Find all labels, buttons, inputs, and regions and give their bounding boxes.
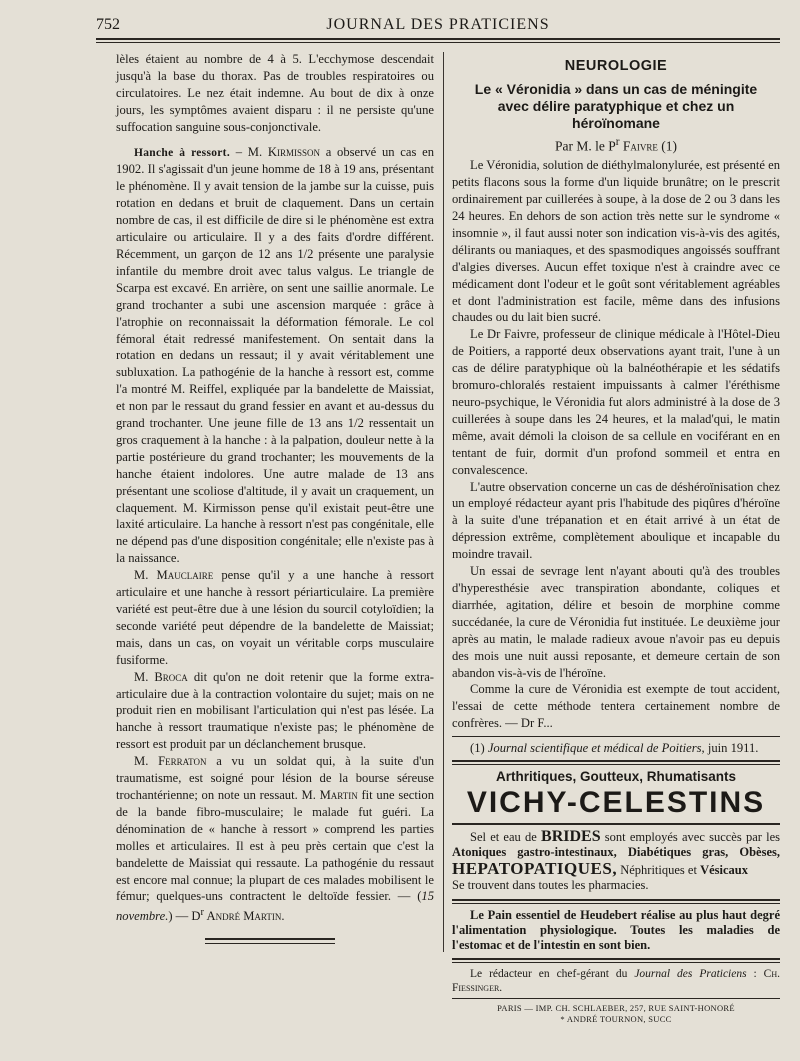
name-kirmisson: Kirmisson bbox=[267, 144, 320, 159]
left-column bbox=[116, 51, 434, 925]
column-divider bbox=[443, 52, 444, 952]
page-number: 752 bbox=[96, 16, 120, 33]
footnote: (1) Journal scientifique et médical de Poitiers, juin 1911. bbox=[470, 741, 759, 756]
right-paragraph-1: Le Véronidia, solution de diéthylmalonylurée, est présenté en petits flacons sous la forme d'un liquide brunâtre; on le prescrit ordinairement par cuillerées à soupe, à la dose de 2 ou 3 dans les 24 heures. En dehors de son action très nette sur le syndrome « insomnie », il faut aussi noter son indication vis-à-vis des agités, délirants ou maniaques, et des spasmodiques angoissés souffrant d'algies diverses. Aucun effet toxique n'est à craindre avec ce médicament dont l'odeur et le goût sont véritablement agréables et dont l'administration est facile, même dans des infusions chaudes ou du lait bien sucré. bbox=[452, 158, 780, 325]
page-header bbox=[96, 12, 780, 38]
left-paragraph-4: M. Broca dit qu'on ne doit retenir que la forme extra-articulaire due à la contraction volontaire du sujet; mais on ne produit rien en mobilisant l'articulation qui n'est pas lésée. La hanche à ressort traumatique n'existe pas; le phénomène de ressort est produit par un déclanchement brusque. bbox=[116, 669, 434, 752]
name-martin: Martin bbox=[319, 787, 358, 802]
footnote-rule bbox=[452, 736, 780, 737]
header-rule bbox=[96, 38, 780, 40]
left-paragraph-5: M. Ferraton a vu un soldat qui, à la suite d'un traumatisme, est soigné pour lésion de la bourse séreuse trochantérienne; on note un ressaut. M. Martin fit une section de la bande fibro-musculaire; le malade fut guéri. La dénomination de « hanche à ressort » comprend les parties molles et articulaires. Il est à peu près certain que c'est la bandelette de Maissiat qui ressaute. La pathogénie du ressaut est encore mal connue; la plupart de ces malades mobilisent le fémur; quelques-uns contractent le deltoïde fessier. — (15 novembre.) — $D^r$ André Martin. bbox=[116, 754, 434, 924]
article-end-rule-thin bbox=[205, 943, 335, 944]
right-paragraph-5: Comme la cure de Véronidia est exempte de tout accident, l'essai de cette méthode tentera certainement nombre de confrères. — Dr F... bbox=[452, 682, 780, 731]
article-author: Par M. le $P^r$ Faivre (1) bbox=[554, 135, 677, 154]
right-paragraph-2: Le Dr Faivre, professeur de clinique médicale à l'Hôtel-Dieu de Poitiers, a rapporté deux observations ayant trait, l'une à un cas de délire paratyphique où la balnéothérapie et les sédatifs bromuro-chloralés restaient impuissants à calmer l'éréthisme neuro-psychique, le Véronidia fut alors administré à la dose de 3 cuillerées à soupe dans les 24 heures, et la malad'qui, le matin même, avait démoli la cloison de sa cellule en vociférant en en tentant de fuir, dormit d'un profond sommeil et entra en convalescence. bbox=[452, 327, 780, 477]
left-paragraph-2: Hanche à ressort. – M. Kirmisson a observé un cas en 1902. Il s'agissait d'un jeune homme de 18 à 19 ans, présentant le phénomène. Il y avait tension de la jambe sur la cuisse, puis rotation en dedans et bruit de claquement. Dans un certain nombre de cas, il est difficile de dire si le phénomène est extra articulaire ou articulaire. Il y a des faits d'ordre différent. Récemment, un garçon de 12 ans 1/2 présente une paralysie infantile du membre droit avec talus valgus. Le triangle de Scarpa est excavé. En arrière, on sent une saillie anormale. Le grand trochanter a subi une ascension marquée : grâce à l'atrophie on reconnaissait la déformation fémorale. Le col fémoral était redressé manifestement. On sentait dans la rotation en dedans un ressaut; il y avait véritablement une subluxation. La pathogénie de la hanche à ressort est, comme l'a montré M. Reiffel, expliquée par la bandelette de Maissiat, et non par le ressaut du grand fessier en avant et au-dessus du grand trochanter. Une jeune fille de 13 ans 1/2 ressentait un gros craquement à la hanche : à la palpation, douleur nette à la partie postérieure du grand trochanter; les mouvements de la hanche étaient indolores. Une autre malade de 13 ans présentant une scoliose d'altitude, il y avait un craquement, un claquement. M. Kirmisson pense qu'il existait peut-être une laxité articulaire. La hanche à ressort n'est pas congénitale, elle ne dépend pas d'une disposition congénitale; elle n'existe pas à la naissance. bbox=[116, 144, 435, 566]
section-heading-neurologie: NEUROLOGIE bbox=[564, 58, 668, 74]
signature-andre-martin: André Martin. bbox=[204, 909, 285, 924]
left-paragraph-3: M. Mauclaire pense qu'il y a une hanche à ressort articulaire et une hanche à ressort périarticulaire. La première variété est peut-être due à une lésion du sourcil cotyloïdien; la seconde variété peut dépendre de la bandelette de Maissiat; mais, dans un cas, on voyait un véritable corps musculaire fusiforme. bbox=[116, 568, 434, 667]
editor-line: Le rédacteur en chef-gérant du Journal des Praticiens : Ch. Fiessinger. bbox=[452, 967, 780, 994]
article-title: Le « Véronidia » dans un cas de méningite avec délire paratyphique et chez un héroïnomane bbox=[474, 80, 758, 131]
left-paragraph-1: lèles étaient au nombre de 4 à 5. L'ecchymose descendait jusqu'à la base du thorax. Pas de troubles respiratoires ou circulatoires. Le nez était indemne. Au bout de dix à onze jours, les symptômes avaient disparu : il ne persiste qu'une suffocation sanguine sous-conjonctivale. bbox=[116, 52, 434, 134]
article-end-rule bbox=[205, 938, 335, 940]
ad-vichy-celestins: Arthritiques, Goutteux, Rhumatisants VICHY-CELESTINS bbox=[452, 769, 780, 820]
printer-imprint: PARIS — IMP. CH. SCHLAEBER, 257, RUE SAINT-HONORÉ * ANDRÉ TOURNON, SUCC bbox=[497, 1002, 735, 1024]
right-column bbox=[452, 56, 780, 1025]
ad-pain-heudebert: Le Pain essentiel de Heudebert réalise au plus haut degré l'alimentation physiologique. Toutes les maladies de l'estomac et de l'intestin en sont bien. bbox=[452, 907, 780, 952]
rubric-hanche-a-ressort: Hanche à ressort. bbox=[134, 146, 230, 159]
ad-rule bbox=[452, 760, 780, 762]
name-broca: Broca bbox=[154, 669, 188, 684]
vichy-celestins-brand: VICHY-CELESTINS bbox=[466, 785, 766, 819]
name-mauclaire: Mauclaire bbox=[156, 568, 214, 583]
report-date: 15 novembre. bbox=[116, 889, 434, 924]
header-rule-thin bbox=[96, 42, 780, 43]
name-ferraton: Ferraton bbox=[158, 754, 207, 769]
ad-brides: Sel et eau de BRIDES sont employés avec succès par les Atoniques gastro-intestinaux, Diabétiques gras, Obèses, HEPATOPATIQUES, Néphritiques et Vésicaux Se trouvent dans toutes les pharmacies. bbox=[452, 827, 781, 893]
right-paragraph-4: Un essai de sevrage lent n'ayant abouti qu'à des troubles d'hyperesthésie avec transpiration abondante, coliques et diarrhée, agitation, délire et besoin de morphine comme succédanée, la cure de Véronidia fut instituée. Le deuxième jour après au matin, le malade radieux avoue n'avoir pas eu depuis des mois une nuit aussi reposante, et demeure certain de son abandon vis-à-vis de l'héroïne. bbox=[452, 564, 780, 680]
right-paragraph-3: L'autre observation concerne un cas de déshéroïnisation chez un employé rédacteur ayant pris l'habitude des piqûres d'héroïne à la suite d'une trépanation et en était arrivé à un état de dépression extrême, complètement aboulique et incapable du moindre travail. bbox=[452, 479, 780, 562]
journal-title: JOURNAL DES PRATICIENS bbox=[326, 16, 550, 33]
